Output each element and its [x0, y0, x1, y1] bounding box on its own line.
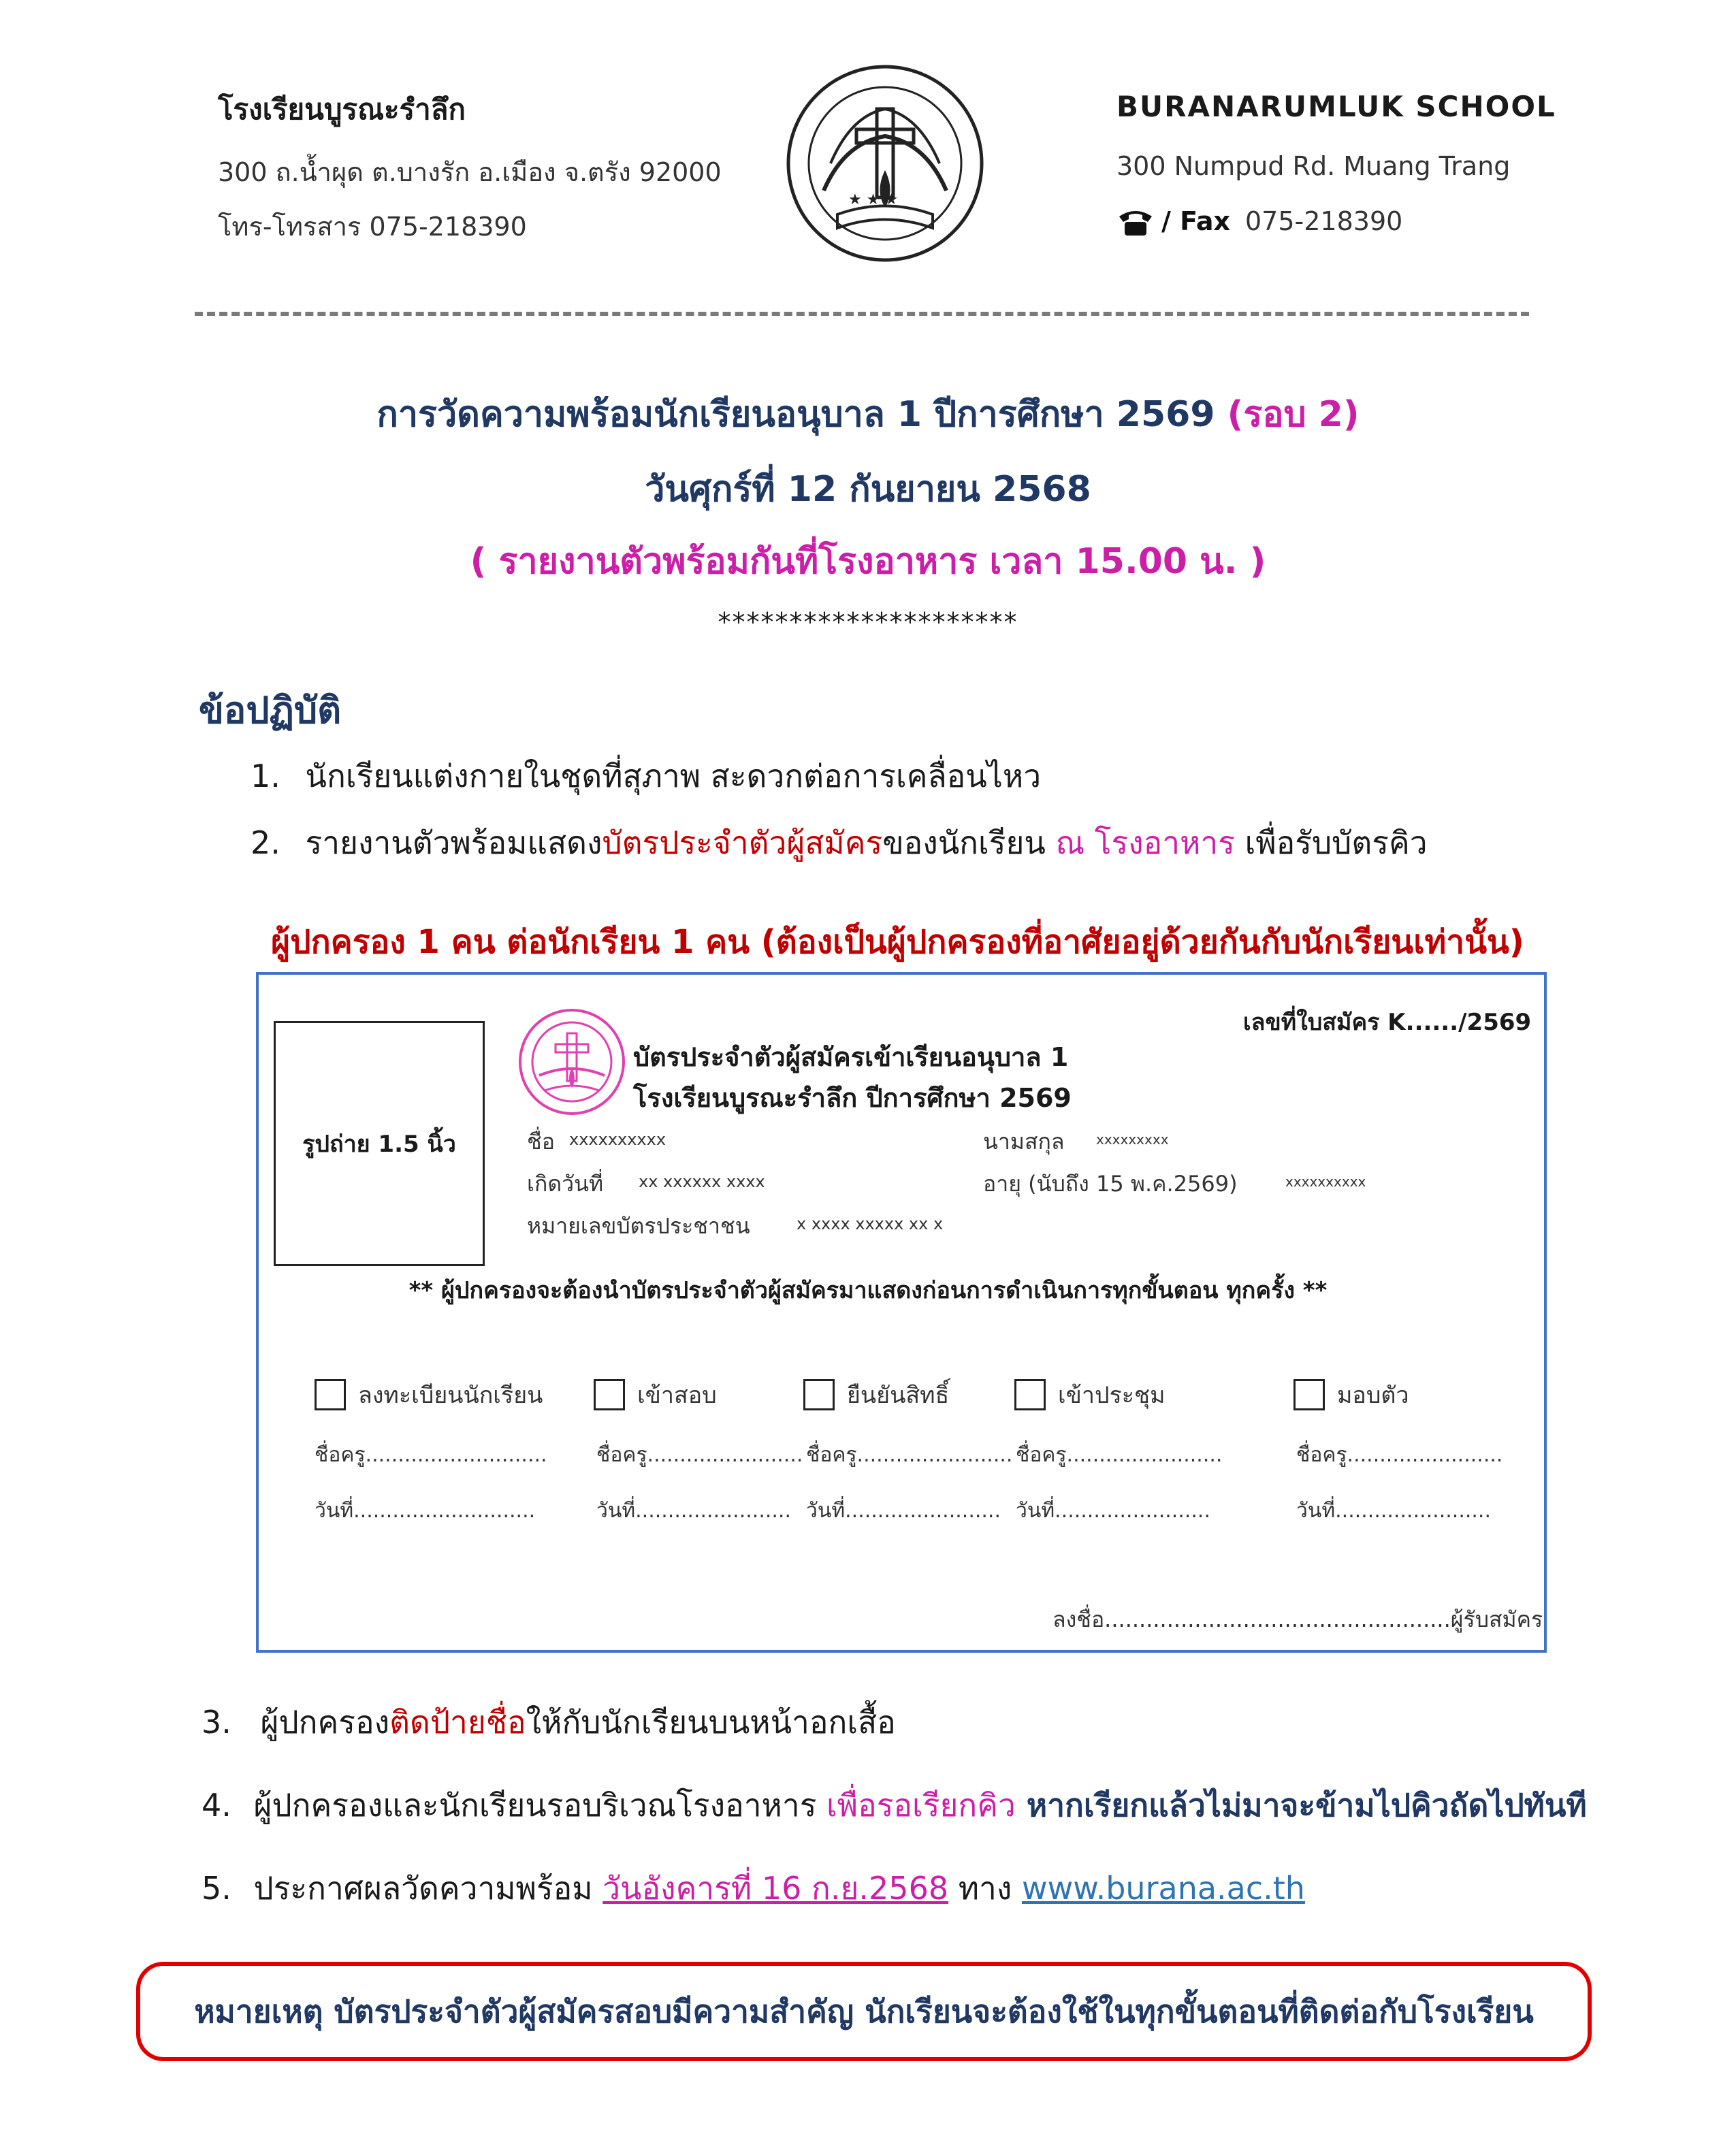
name-label: ชื่อ	[527, 1129, 555, 1154]
surname-label: นามสกุล	[983, 1129, 1065, 1154]
step-confirm	[803, 1376, 949, 1413]
step-date-line: วันที่........................	[1016, 1499, 1210, 1523]
step-enroll	[1293, 1376, 1409, 1413]
step-teacher-line: ชื่อครู........................	[596, 1443, 803, 1467]
enroll-checkbox[interactable]	[1293, 1379, 1325, 1410]
school-address-thai: 300 ถ.น้ำผุด ต.บางรัก อ.เมือง จ.ตรัง 92000	[218, 157, 722, 187]
step-teacher-line: ชื่อครู........................	[1296, 1443, 1503, 1467]
step-label: เข้าสอบ	[637, 1382, 717, 1409]
item-warning: หากเรียกแล้วไม่มาจะข้ามไปคิวถัดไปทันที	[1015, 1787, 1587, 1824]
photo-placeholder	[274, 1021, 485, 1266]
surname-value: xxxxxxxxx	[1096, 1131, 1169, 1148]
section-title: ข้อปฏิบัติ	[199, 689, 342, 732]
age-value: xxxxxxxxxx	[1285, 1174, 1366, 1190]
step-teacher-line: ชื่อครู............................	[315, 1443, 547, 1467]
card-title-line1: บัตรประจำตัวผู้สมัครเข้าเรียนอนุบาล 1	[633, 1042, 1069, 1072]
fax-label: / Fax	[1161, 206, 1230, 236]
title-round: (รอบ 2)	[1227, 394, 1360, 435]
item-number: 1.	[251, 758, 280, 794]
item-text: ของนักเรียน	[882, 824, 1056, 861]
item-highlight-place: ณ โรงอาหาร	[1055, 824, 1235, 861]
age-label: อายุ (นับถึง 15 พ.ค.2569)	[983, 1171, 1238, 1197]
item-text: ทาง	[948, 1870, 1022, 1907]
item-text: ผู้ปกครอง	[260, 1704, 390, 1741]
item-number: 5.	[202, 1870, 231, 1907]
report-time: ( รายงานตัวพร้อมกันที่โรงอาหาร เวลา 15.00 น. )	[470, 541, 1266, 582]
item-text: นักเรียนแต่งกายในชุดที่สุภาพ สะดวกต่อการเคลื่อนไหว	[305, 758, 1042, 794]
step-label: เข้าประชุม	[1058, 1382, 1166, 1409]
item-highlight-card: บัตรประจำตัวผู้สมัคร	[602, 824, 883, 861]
id-number-label: หมายเลขบัตรประชาชน	[527, 1213, 750, 1239]
name-value: xxxxxxxxxx	[569, 1130, 666, 1149]
instruction-item-2	[251, 818, 1428, 868]
photo-label: รูปถ่าย 1.5 นิ้ว	[302, 1131, 456, 1158]
step-date-line: วันที่........................	[1296, 1499, 1491, 1523]
step-label: มอบตัว	[1337, 1382, 1409, 1409]
item-number: 2.	[251, 824, 280, 861]
item-number: 4.	[202, 1787, 231, 1824]
svg-text:★ ★ ★: ★ ★ ★	[848, 191, 899, 208]
step-register	[315, 1376, 543, 1413]
exam-date: วันศุกร์ที่ 12 กันยายน 2568	[645, 469, 1091, 510]
exam-checkbox[interactable]	[594, 1379, 625, 1410]
step-meeting	[1014, 1376, 1166, 1413]
card-title-line2: โรงเรียนบูรณะรำลึก ปีการศึกษา 2569	[633, 1083, 1072, 1113]
id-number-value: x xxxx xxxxx xx x	[797, 1214, 944, 1233]
register-checkbox[interactable]	[315, 1379, 346, 1410]
instruction-item-1	[251, 751, 1041, 801]
instruction-item-4	[202, 1781, 1587, 1830]
school-address-english: 300 Numpud Rd. Muang Trang	[1116, 151, 1511, 181]
instruction-item-5	[202, 1864, 1305, 1913]
website-link[interactable]: www.burana.ac.th	[1021, 1870, 1305, 1907]
step-teacher-line: ชื่อครู........................	[806, 1443, 1013, 1467]
confirm-checkbox[interactable]	[803, 1379, 835, 1410]
header-divider	[195, 312, 1529, 316]
step-date-line: วันที่........................	[596, 1499, 791, 1523]
item-text: ประกาศผลวัดความพร้อม	[253, 1870, 603, 1907]
card-school-seal-logo	[517, 1007, 626, 1116]
meeting-checkbox[interactable]	[1014, 1379, 1046, 1410]
phone-icon	[1116, 206, 1155, 237]
guardian-note: ผู้ปกครอง 1 คน ต่อนักเรียน 1 คน (ต้องเป็นผู้ปกครองที่อาศัยอยู่ด้วยกันกับนักเรียนเท่านั้น)	[271, 923, 1524, 961]
item-text: เพื่อรับบัตรคิว	[1234, 824, 1428, 861]
school-name-thai: โรงเรียนบูรณะรำลึก	[218, 93, 466, 126]
item-highlight-queue: เพื่อรอเรียกคิว	[826, 1787, 1016, 1824]
item-number: 3.	[202, 1704, 231, 1741]
remark-text: หมายเหตุ บัตรประจำตัวผู้สมัครสอบมีความสำคัญ นักเรียนจะต้องใช้ในทุกขั้นตอนที่ติดต่อกับโรงเรียน	[194, 1992, 1534, 2030]
birthdate-value: xx xxxxxx xxxx	[639, 1172, 765, 1191]
form-number: เลขที่ใบสมัคร K....../2569	[1243, 1009, 1532, 1036]
step-date-line: วันที่........................	[806, 1499, 1001, 1523]
receiver-signature-line: ลงชื่อ..................................................ผู้รับสมัคร	[1052, 1606, 1543, 1632]
title-main: การวัดความพร้อมนักเรียนอนุบาล 1 ปีการศึกษา 2569	[376, 394, 1215, 435]
star-divider: *********************	[718, 607, 1018, 637]
school-name-english: BURANARUMLUK SCHOOL	[1116, 90, 1556, 123]
item-text: รายงานตัวพร้อมแสดง	[305, 824, 602, 861]
birthdate-label: เกิดวันที่	[527, 1171, 604, 1197]
fax-number: 075-218390	[1245, 206, 1403, 236]
step-label: ยืนยันสิทธิ์	[847, 1382, 950, 1409]
announcement-title	[0, 385, 1736, 442]
school-phone-thai: โทร-โทรสาร 075-218390	[218, 212, 527, 242]
step-exam	[594, 1376, 717, 1413]
school-seal-logo	[783, 61, 987, 265]
item-text: ให้กับนักเรียนบนหน้าอกเสื้อ	[526, 1704, 896, 1741]
instruction-item-3	[202, 1698, 896, 1747]
step-label: ลงทะเบียนนักเรียน	[358, 1382, 543, 1409]
item-text: ผู้ปกครองและนักเรียนรอบริเวณโรงอาหาร	[253, 1787, 827, 1824]
result-date-link[interactable]: วันอังคารที่ 16 ก.ย.2568	[602, 1870, 949, 1907]
step-teacher-line: ชื่อครู........................	[1016, 1443, 1223, 1467]
card-instruction-note: ** ผู้ปกครองจะต้องนำบัตรประจำตัวผู้สมัครมาแสดงก่อนการดำเนินการทุกขั้นตอน ทุกครั้ง **	[408, 1277, 1328, 1304]
item-highlight-nametag: ติดป้ายชื่อ	[389, 1704, 526, 1741]
remark-box	[136, 1962, 1592, 2061]
step-date-line: วันที่............................	[315, 1499, 536, 1523]
